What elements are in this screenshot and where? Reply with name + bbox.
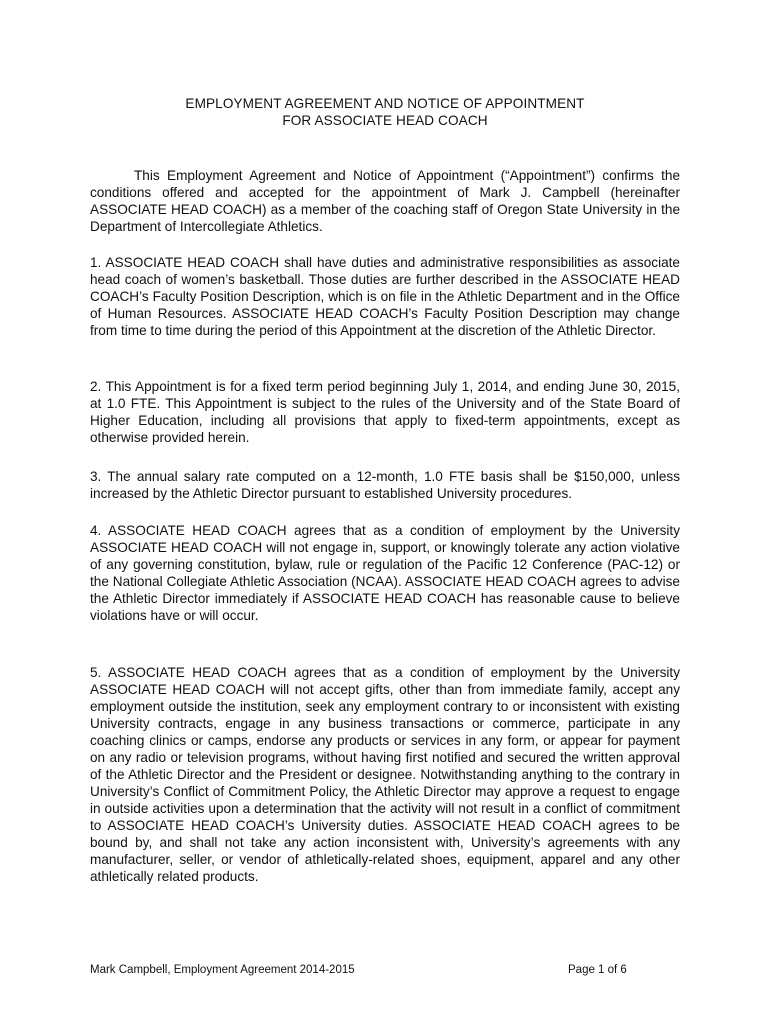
- paragraph-4-compliance: 4. ASSOCIATE HEAD COACH agrees that as a condition of employment by the University ASSOCIATE HEAD COACH will not engage in, support, or knowingly tolerate any action violative of any governing constitution, bylaw, rule or regulation of the Pacific 12 Conference (PAC-12) or the National Collegiate Athletic Association (NCAA). ASSOCIATE HEAD COACH agrees to advise the Athletic Director immediately if ASSOCIATE HEAD COACH has reasonable cause to believe violations have or will occur.: [90, 523, 680, 623]
- paragraph-2-term: 2. This Appointment is for a fixed term period beginning July 1, 2014, and ending June 30, 2015, at 1.0 FTE. This Appointment is subject to the rules of the University and of the State Board of Higher Education, including all provisions that apply to fixed-term appointments, except as otherwise provided herein.: [90, 379, 680, 445]
- paragraph-3-salary: 3. The annual salary rate computed on a 12-month, 1.0 FTE basis shall be $150,000, unless increased by the Athletic Director pursuant to established University procedures.: [90, 469, 680, 501]
- paragraph-5-outside-activities: 5. ASSOCIATE HEAD COACH agrees that as a condition of employment by the University ASSOCIATE HEAD COACH will not accept gifts, other than from immediate family, accept any employment outside the institution, seek any employment contrary to or inconsistent with existing University contracts, engage in any business transactions or commerce, participate in any coaching clinics or camps, endorse any products or services in any form, or appear for payment on any radio or television programs, without having first notified and secured the written approval of the Athletic Director and the President or designee. Notwithstanding anything to the contrary in University’s Conflict of Commitment Policy, the Athletic Director may approve a request to engage in outside activities upon a determination that the activity will not result in a conflict of commitment to ASSOCIATE HEAD COACH’s University duties. ASSOCIATE HEAD COACH agrees to be bound by, and shall not take any action inconsistent with, University’s agreements with any manufacturer, seller, or vendor of athletically-related shoes, equipment, apparel and any other athletically related products.: [90, 665, 680, 884]
- paragraph-1-duties: 1. ASSOCIATE HEAD COACH shall have duties and administrative responsibilities as associate head coach of women’s basketball. Those duties are further described in the ASSOCIATE HEAD COACH’s Faculty Position Description, which is on file in the Athletic Department and in the Office of Human Resources. ASSOCIATE HEAD COACH’s Faculty Position Description may change from time to time during the period of this Appointment at the discretion of the Athletic Director.: [90, 255, 680, 338]
- intro-paragraph: This Employment Agreement and Notice of Appointment (“Appointment”) confirms the conditions offered and accepted for the appointment of Mark J. Campbell (hereinafter ASSOCIATE HEAD COACH) as a member of the coaching staff of Oregon State University in the Department of Intercollegiate Athletics.: [90, 168, 680, 234]
- footer-page-number: Page 1 of 6: [568, 964, 627, 976]
- document-title-line-1: EMPLOYMENT AGREEMENT AND NOTICE OF APPOINTMENT: [185, 96, 585, 111]
- footer-document-label: Mark Campbell, Employment Agreement 2014-2015: [90, 964, 355, 976]
- document-title-line-2: FOR ASSOCIATE HEAD COACH: [282, 113, 488, 128]
